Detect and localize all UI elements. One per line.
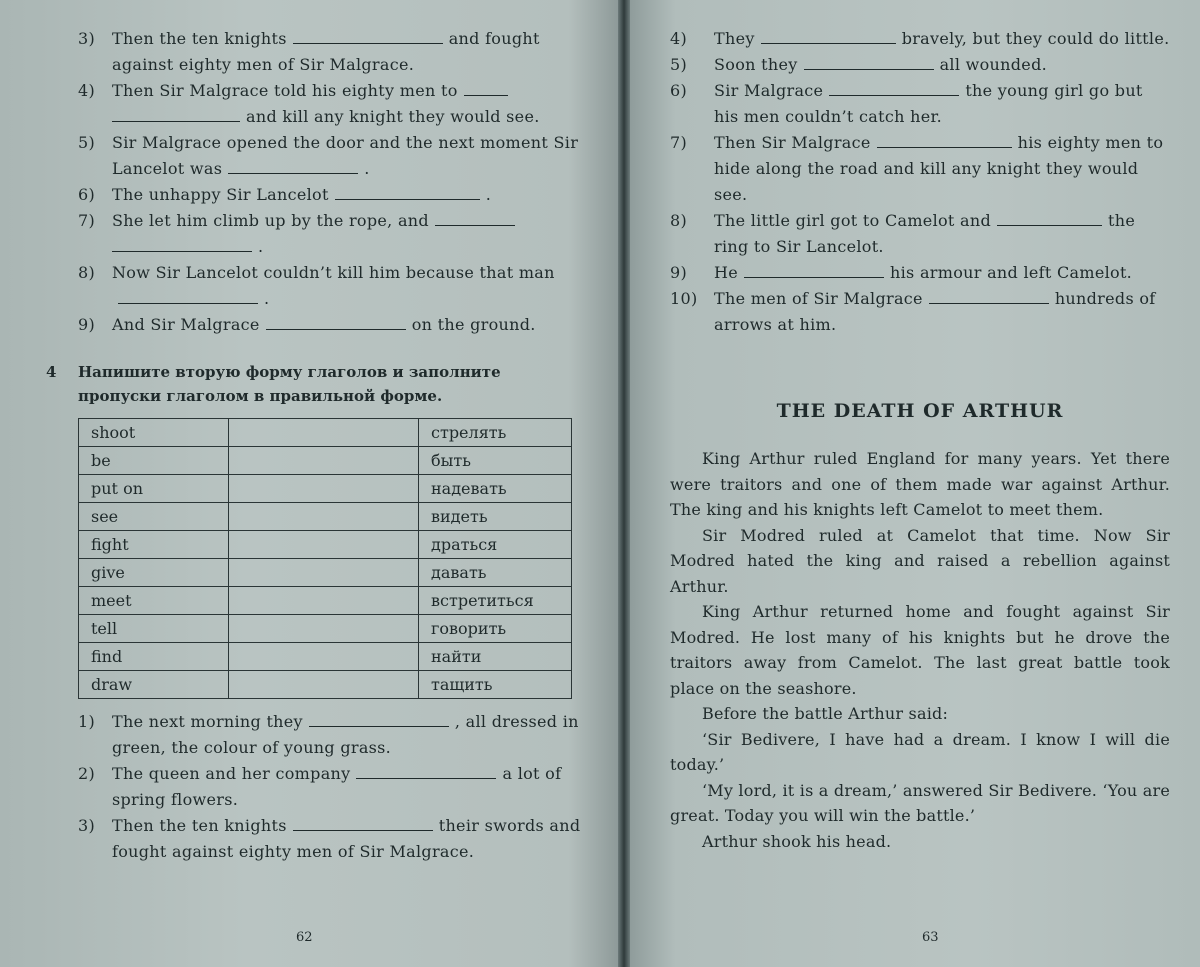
verb-infinitive: give bbox=[79, 559, 229, 587]
page-number: 62 bbox=[296, 930, 313, 945]
answer-blank[interactable] bbox=[804, 55, 934, 70]
item-text: The little girl got to Camelot and bbox=[714, 211, 992, 230]
answer-blank[interactable] bbox=[309, 712, 449, 727]
item-number: 3) bbox=[78, 816, 96, 835]
item-number: 6) bbox=[78, 185, 96, 204]
verb-infinitive: shoot bbox=[79, 419, 229, 447]
item-text: and fought against eighty men of Sir Malgrace. bbox=[112, 29, 540, 74]
list-item bbox=[670, 208, 1170, 260]
item-number: 10) bbox=[670, 289, 698, 308]
item-text: hundreds of arrows at him. bbox=[714, 289, 1156, 334]
item-number: 4) bbox=[670, 29, 688, 48]
item-text: The unhappy Sir Lancelot bbox=[112, 185, 329, 204]
answer-blank[interactable] bbox=[435, 211, 515, 226]
item-text: Then Sir Malgrace bbox=[714, 133, 871, 152]
item-text: . bbox=[364, 159, 370, 178]
verb-second-form-cell[interactable] bbox=[229, 419, 419, 447]
item-text: Now Sir Lancelot couldn’t kill him because that man bbox=[112, 263, 555, 282]
item-text: and kill any knight they would see. bbox=[246, 107, 540, 126]
verb-translation: встретиться bbox=[419, 587, 572, 615]
verb-translation: видеть bbox=[419, 503, 572, 531]
verb-translation: тащить bbox=[419, 671, 572, 699]
answer-blank[interactable] bbox=[293, 816, 433, 831]
item-text: Sir Malgrace bbox=[714, 81, 824, 100]
answer-blank[interactable] bbox=[293, 29, 443, 44]
item-number: 3) bbox=[78, 29, 96, 48]
answer-blank[interactable] bbox=[335, 185, 480, 200]
item-number: 1) bbox=[78, 712, 96, 731]
verb-second-form-cell[interactable] bbox=[229, 447, 419, 475]
table-row bbox=[79, 643, 572, 671]
answer-blank[interactable] bbox=[118, 289, 258, 304]
item-number: 9) bbox=[670, 263, 688, 282]
verb-translation: давать bbox=[419, 559, 572, 587]
story-title: THE DEATH OF ARTHUR bbox=[776, 400, 1064, 422]
item-text: his armour and left Camelot. bbox=[890, 263, 1133, 282]
task-4-instruction bbox=[46, 360, 588, 408]
verb-infinitive: draw bbox=[79, 671, 229, 699]
verb-second-form-cell[interactable] bbox=[229, 559, 419, 587]
item-text: The men of Sir Malgrace bbox=[714, 289, 923, 308]
verb-translation: стрелять bbox=[419, 419, 572, 447]
item-text: And Sir Malgrace bbox=[112, 315, 260, 334]
item-number: 4) bbox=[78, 81, 96, 100]
verb-second-form-cell[interactable] bbox=[229, 671, 419, 699]
verb-second-form-cell[interactable] bbox=[229, 475, 419, 503]
exercise-items-bottom bbox=[78, 709, 588, 865]
answer-blank[interactable] bbox=[228, 159, 358, 174]
answer-blank[interactable] bbox=[829, 81, 959, 96]
verb-translation: найти bbox=[419, 643, 572, 671]
item-text: their swords and fought against eighty men of Sir Malgrace. bbox=[112, 816, 581, 861]
list-item bbox=[78, 26, 588, 78]
list-item bbox=[670, 26, 1170, 52]
paragraph: King Arthur returned home and fought against Sir Modred. He lost many of his knights but he drove the traitors away from Camelot. The last great battle took place on the seashore. bbox=[670, 602, 1170, 698]
item-text: a lot of spring flowers. bbox=[112, 764, 562, 809]
item-text: The next morning they bbox=[112, 712, 303, 731]
item-text: The queen and her company bbox=[112, 764, 351, 783]
item-number: 6) bbox=[670, 81, 688, 100]
book-gutter bbox=[618, 0, 630, 967]
verb-infinitive: meet bbox=[79, 587, 229, 615]
table-row bbox=[79, 503, 572, 531]
list-item bbox=[670, 130, 1170, 208]
list-item bbox=[78, 260, 588, 312]
story-text bbox=[670, 446, 1170, 854]
verb-translation: надевать bbox=[419, 475, 572, 503]
task-number: 4 bbox=[46, 363, 57, 381]
item-text: bravely, but they could do little. bbox=[901, 29, 1170, 48]
item-text: on the ground. bbox=[411, 315, 536, 334]
list-item bbox=[78, 312, 588, 338]
answer-blank[interactable] bbox=[112, 237, 252, 252]
verb-infinitive: fight bbox=[79, 531, 229, 559]
verb-table bbox=[78, 418, 572, 699]
verb-infinitive: put on bbox=[79, 475, 229, 503]
item-text: Sir Malgrace opened the door and the next moment Sir Lancelot was bbox=[112, 133, 579, 178]
list-item bbox=[670, 260, 1170, 286]
verb-second-form-cell[interactable] bbox=[229, 587, 419, 615]
answer-blank[interactable] bbox=[929, 289, 1049, 304]
item-text: She let him climb up by the rope, and bbox=[112, 211, 429, 230]
answer-blank[interactable] bbox=[744, 263, 884, 278]
list-item bbox=[78, 813, 588, 865]
exercise-items-continued bbox=[670, 26, 1170, 338]
right-page bbox=[630, 0, 1200, 967]
list-item bbox=[78, 709, 588, 761]
verb-second-form-cell[interactable] bbox=[229, 643, 419, 671]
item-text: , all dressed in green, the colour of young grass. bbox=[112, 712, 579, 757]
table-row bbox=[79, 671, 572, 699]
item-text: Soon they bbox=[714, 55, 798, 74]
item-text: . bbox=[485, 185, 492, 204]
item-text: Then the ten knights bbox=[112, 816, 287, 835]
answer-blank[interactable] bbox=[356, 764, 496, 779]
verb-infinitive: be bbox=[79, 447, 229, 475]
answer-blank[interactable] bbox=[266, 315, 406, 330]
list-item bbox=[78, 78, 588, 130]
item-text: the young girl go but his men couldn’t catch her. bbox=[714, 81, 1143, 126]
list-item bbox=[78, 182, 588, 208]
item-text: the ring to Sir Lancelot. bbox=[714, 211, 1136, 256]
table-row bbox=[79, 475, 572, 503]
answer-blank[interactable] bbox=[877, 133, 1012, 148]
paragraph: ‘My lord, it is a dream,’ answered Sir Bedivere. ‘You are great. Today you will win the battle.’ bbox=[670, 780, 1170, 825]
list-item bbox=[78, 208, 588, 260]
paragraph: Before the battle Arthur said: bbox=[702, 704, 949, 723]
verb-infinitive: tell bbox=[79, 615, 229, 643]
item-number: 8) bbox=[78, 263, 96, 282]
item-number: 7) bbox=[78, 211, 96, 230]
verb-translation: говорить bbox=[419, 615, 572, 643]
verb-infinitive: see bbox=[79, 503, 229, 531]
answer-blank[interactable] bbox=[112, 107, 240, 122]
paragraph: ‘Sir Bedivere, I have had a dream. I know I will die today.’ bbox=[670, 729, 1170, 774]
item-text: . bbox=[258, 237, 264, 256]
answer-blank[interactable] bbox=[997, 211, 1102, 226]
item-number: 9) bbox=[78, 315, 96, 334]
table-row bbox=[79, 615, 572, 643]
list-item bbox=[670, 78, 1170, 130]
answer-blank[interactable] bbox=[464, 81, 508, 96]
table-row bbox=[79, 419, 572, 447]
item-text: all wounded. bbox=[939, 55, 1047, 74]
verb-translation: драться bbox=[419, 531, 572, 559]
table-row bbox=[79, 559, 572, 587]
item-text: He bbox=[714, 263, 739, 282]
table-row bbox=[79, 531, 572, 559]
item-text: Then Sir Malgrace told his eighty men to bbox=[112, 81, 458, 100]
item-text: They bbox=[714, 29, 755, 48]
item-number: 5) bbox=[670, 55, 688, 74]
item-number: 2) bbox=[78, 764, 96, 783]
list-item bbox=[78, 130, 588, 182]
verb-second-form-cell[interactable] bbox=[229, 615, 419, 643]
table-row bbox=[79, 447, 572, 475]
paragraph: Sir Modred ruled at Camelot that time. Now Sir Modred hated the king and raised a rebellion against Arthur. bbox=[670, 525, 1170, 596]
paragraph: Arthur shook his head. bbox=[702, 831, 892, 851]
list-item bbox=[78, 761, 588, 813]
verb-second-form-cell[interactable] bbox=[229, 531, 419, 559]
list-item bbox=[670, 52, 1170, 78]
item-number: 8) bbox=[670, 211, 688, 230]
list-item bbox=[670, 286, 1170, 338]
task-text: Напишите вторую форму глаголов и заполните пропуски глаголом в правильной форме. bbox=[78, 363, 501, 405]
verb-translation: быть bbox=[419, 447, 572, 475]
table-row bbox=[79, 587, 572, 615]
item-number: 7) bbox=[670, 133, 688, 152]
verb-infinitive: find bbox=[79, 643, 229, 671]
verb-second-form-cell[interactable] bbox=[229, 503, 419, 531]
item-text: . bbox=[264, 289, 270, 308]
item-text: Then the ten knights bbox=[112, 29, 287, 48]
paragraph: King Arthur ruled England for many years. Yet there were traitors and one of them made war against Arthur. The king and his knights left Camelot to meet them. bbox=[670, 449, 1170, 519]
item-text: his eighty men to hide along the road and kill any knight they would see. bbox=[714, 133, 1164, 204]
exercise-items-top bbox=[78, 26, 588, 338]
answer-blank[interactable] bbox=[761, 29, 896, 44]
page-number: 63 bbox=[922, 930, 939, 945]
item-number: 5) bbox=[78, 133, 96, 152]
